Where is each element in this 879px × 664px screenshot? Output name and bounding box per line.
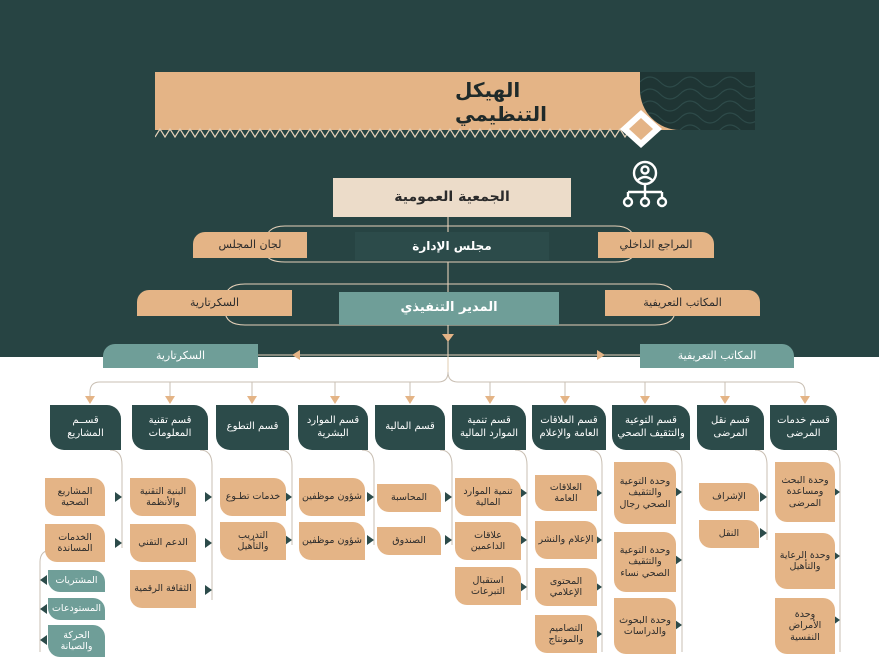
internal-auditor-box[interactable]: المراجع الداخلي bbox=[598, 232, 714, 258]
intro-offices-box-2[interactable]: المكاتب التعريفية bbox=[640, 344, 794, 368]
intro-offices-box[interactable]: المكاتب التعريفية bbox=[605, 290, 760, 316]
page-title: الهيكل التنظيمي bbox=[455, 78, 547, 126]
dept-resource-development[interactable]: قسم تنمية الموارد المالية bbox=[452, 405, 526, 450]
list-item[interactable]: وحدة التوعية والتثقيف الصحي رجال bbox=[614, 462, 676, 524]
sub-item[interactable]: المستودعات bbox=[48, 598, 105, 620]
list-item[interactable]: تنمية الموارد المالية bbox=[455, 478, 521, 516]
list-item[interactable]: التدريب والتأهيل bbox=[220, 522, 286, 560]
secretariat-box-2[interactable]: السكرتارية bbox=[103, 344, 258, 368]
dept-health-awareness[interactable]: قسم التوعية والتثقيف الصحي bbox=[612, 405, 690, 450]
list-item[interactable]: وحدة البحث ومساعدة المرضى bbox=[775, 462, 835, 522]
list-item[interactable]: الدعم التقني bbox=[130, 524, 196, 562]
list-item[interactable]: وحدة الرعاية والتأهيل bbox=[775, 533, 835, 589]
list-item[interactable]: الإشراف bbox=[699, 483, 759, 511]
secretariat-box[interactable]: السكرتارية bbox=[137, 290, 292, 316]
sub-item[interactable]: المشتريات bbox=[48, 570, 105, 592]
list-item[interactable]: الثقافة الرقمية bbox=[130, 570, 196, 608]
list-item[interactable]: وحدة الأمراض النفسية bbox=[775, 598, 835, 654]
executive-director-box[interactable]: المدير التنفيذي bbox=[339, 292, 559, 325]
dept-patient-transport[interactable]: قسم نقل المرضى bbox=[697, 405, 764, 450]
dept-volunteering[interactable]: قسم التطوع bbox=[216, 405, 289, 450]
list-item[interactable]: الخدمات المساندة bbox=[45, 524, 105, 562]
list-item[interactable]: علاقات الداعمين bbox=[455, 522, 521, 560]
sub-item[interactable]: الحركة والصيانة bbox=[48, 625, 105, 657]
board-committees-box[interactable]: لجان المجلس bbox=[193, 232, 307, 258]
board-box[interactable]: مجلس الإدارة bbox=[355, 232, 549, 260]
list-item[interactable]: وحدة التوعية والتثقيف الصحي نساء bbox=[614, 532, 676, 592]
dept-public-relations[interactable]: قسم العلاقات العامة والإعلام bbox=[532, 405, 606, 450]
list-item[interactable]: خدمات تطـوع bbox=[220, 478, 286, 516]
general-assembly-box[interactable]: الجمعية العمومية bbox=[333, 178, 571, 217]
dept-human-resources[interactable]: قسم الموارد البشرية bbox=[298, 405, 368, 450]
list-item[interactable]: المحاسبة bbox=[377, 484, 441, 512]
dept-it[interactable]: قسم تقنية المعلومات bbox=[132, 405, 208, 450]
list-item[interactable]: وحدة البحوث والدراسات bbox=[614, 598, 676, 654]
list-item[interactable]: البنية التقنية والأنظمة bbox=[130, 478, 196, 516]
list-item[interactable]: العلاقات العامة bbox=[535, 475, 597, 511]
list-item[interactable]: استقبال التبرعات bbox=[455, 567, 521, 605]
dept-patient-services[interactable]: قسم خدمات المرضى bbox=[770, 405, 837, 450]
list-item[interactable]: التصاميم والمونتاج bbox=[535, 615, 597, 653]
list-item[interactable]: شؤون موظفين bbox=[299, 522, 365, 560]
list-item[interactable]: الإعلام والنشر bbox=[535, 521, 597, 559]
list-item[interactable]: النقل bbox=[699, 520, 759, 548]
dept-projects[interactable]: قســم المشاريع bbox=[50, 405, 121, 450]
list-item[interactable]: شؤون موظفين bbox=[299, 478, 365, 516]
list-item[interactable]: المشاريع الصحية bbox=[45, 478, 105, 516]
list-item[interactable]: الصندوق bbox=[377, 527, 441, 555]
list-item[interactable]: المحتوى الإعلامي bbox=[535, 568, 597, 606]
dept-finance[interactable]: قسم المالية bbox=[375, 405, 445, 450]
